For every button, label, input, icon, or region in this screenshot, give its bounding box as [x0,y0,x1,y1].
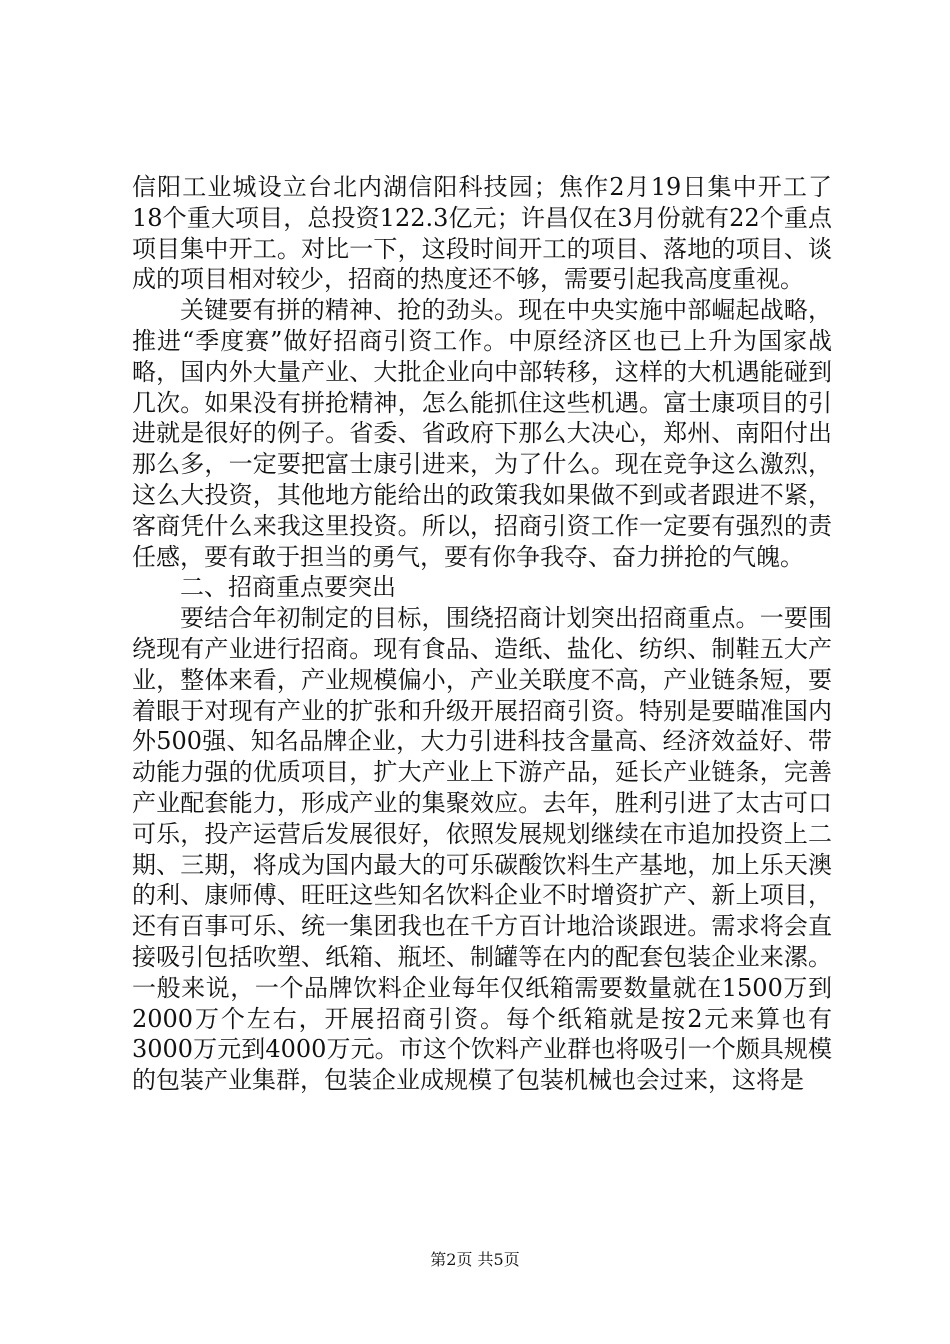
paragraph: 要结合年初制定的目标，围绕招商计划突出招商重点。一要围绕现有产业进行招商。现有食品、造纸、盐化、纺织、制鞋五大产业，整体来看，产业规模偏小，产业关联度不高，产业链条短，要着眼于对现有产业的扩张和升级开展招商引资。特别是要瞄准国内外500强、知名品牌企业，大力引进科技含量高、经济效益好、带动能力强的优质项目，扩大产业上下游产品，延长产业链条，完善产业配套能力，形成产业的集聚效应。去年，胜利引进了太古可口可乐，投产运营后发展很好，依照发展规划继续在市追加投资上二期、三期，将成为国内最大的可乐碳酸饮料生产基地，加上乐天澳的利、康师傅、旺旺这些知名饮料企业不时增资扩产、新上项目，还有百事可乐、统一集团我也在千方百计地洽谈跟进。需求将会直接吸引包括吹塑、纸箱、瓶坯、制罐等在内的配套包装企业来漯。一般来说，一个品牌饮料企业每年仅纸箱需要数量就在1500万到2000万个左右，开展招商引资。每个纸箱就是按2元来算也有3000万元到4000万元。市这个饮料产业群也将吸引一个颇具规模的包装产业集群，包装企业成规模了包装机械也会过来，这将是 [132,604,832,1095]
section-heading: 二、招商重点要突出 [180,573,396,602]
paragraph-continued: 信阳工业城设立台北内湖信阳科技园；焦作2月19日集中开工了18个重大项目，总投资122.3亿元；许昌仅在3月份就有22个重点项目集中开工。对比一下，这段时间开工的项目、落地的项目、谈成的项目相对较少，招商的热度还不够，需要引起我高度重视。 [132,173,832,294]
page-number-footer: 第2页 共5页 [430,1250,520,1269]
body-text [132,172,832,1096]
paragraph: 关键要有拼的精神、抢的劲头。现在中央实施中部崛起战略，推进“季度赛”做好招商引资工作。中原经济区也已上升为国家战略，国内外大量产业、大批企业向中部转移，这样的大机遇能碰到几次。如果没有拼抢精神，怎么能抓住这些机遇。富士康项目的引进就是很好的例子。省委、省政府下那么大决心，郑州、南阳付出那么多，一定要把富士康引进来，为了什么。现在竞争这么激烈，这么大投资，其他地方能给出的政策我如果做不到或者跟进不紧，客商凭什么来我这里投资。所以，招商引资工作一定要有强烈的责任感，要有敢于担当的勇气，要有你争我夺、奋力拼抢的气魄。 [132,296,832,571]
